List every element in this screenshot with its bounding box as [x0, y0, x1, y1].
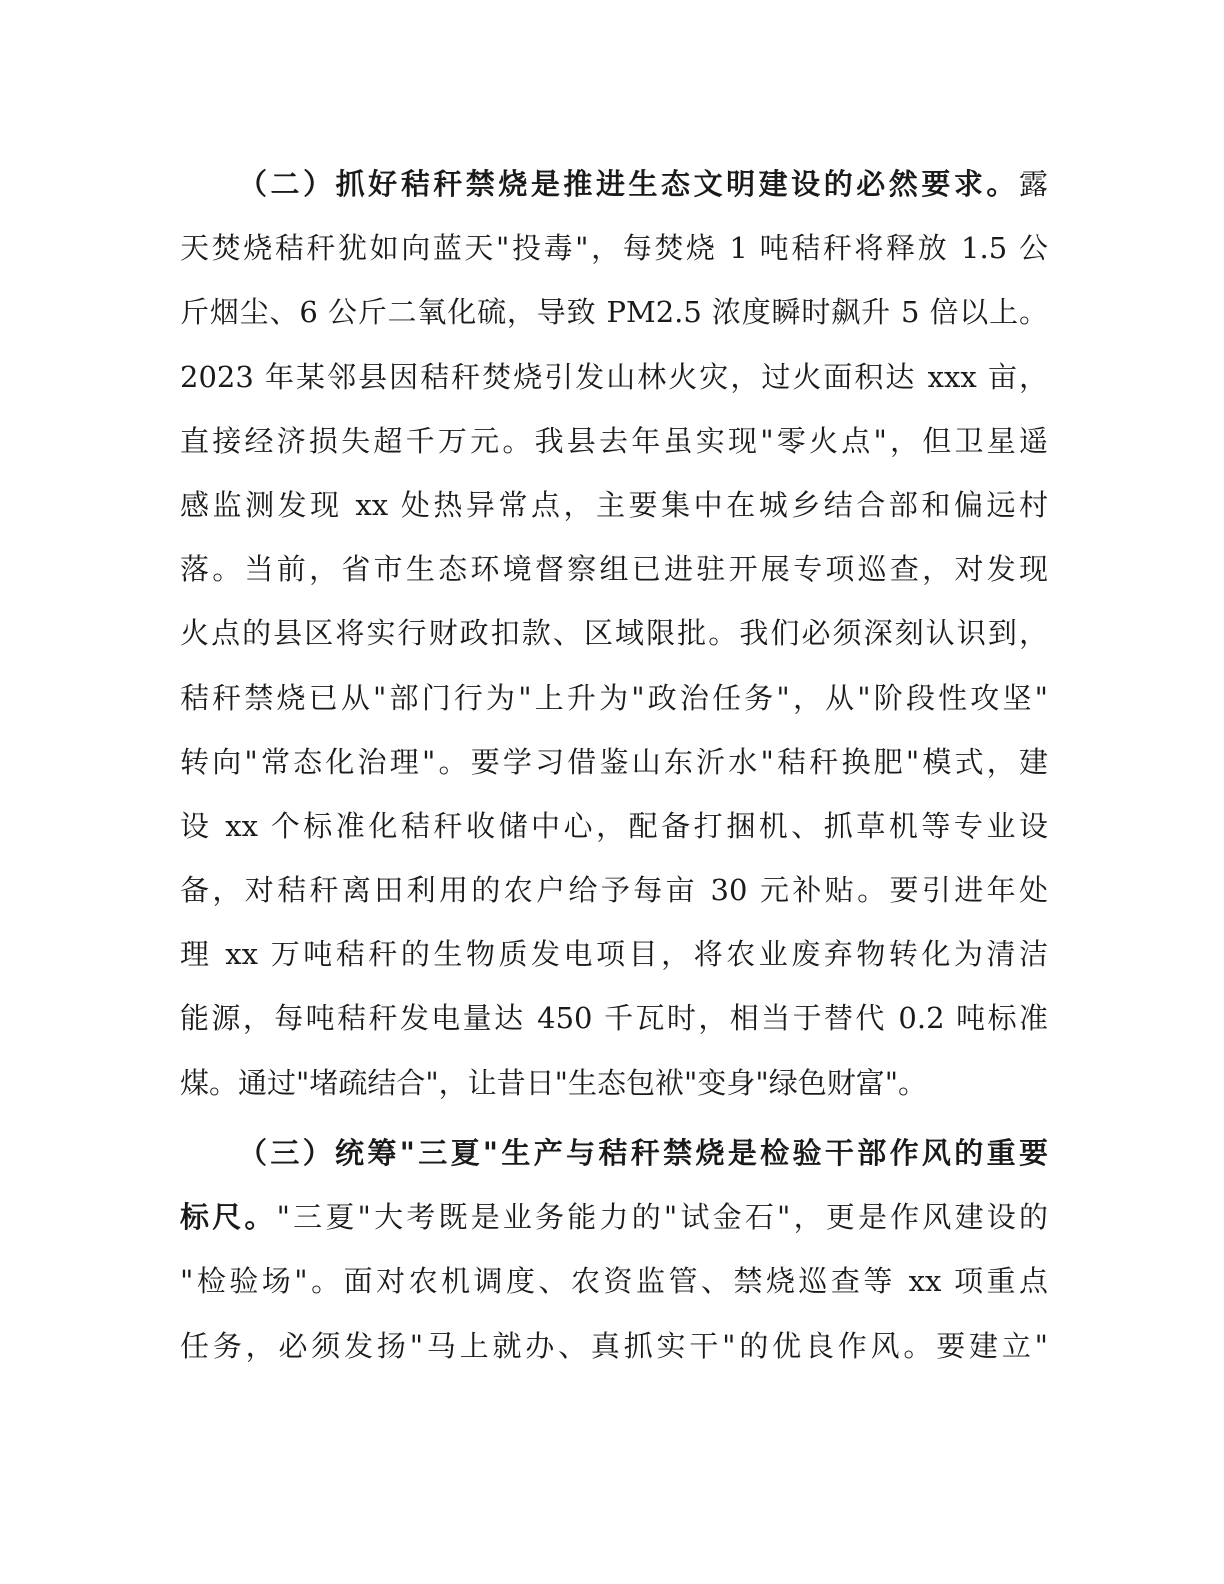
paragraph-line: 任务，必须发扬"马上就办、真抓实干"的优良作风。要建立"	[180, 1328, 1048, 1363]
paragraph-line: 2023 年某邻县因秸秆焚烧引发山林火灾，过火面积达 xxx 亩，	[180, 359, 1048, 394]
paragraph-line: （二）抓好秸秆禁烧是推进生态文明建设的必然要求。露	[238, 167, 1048, 201]
section-heading-3: （三）统筹"三夏"生产与秸秆禁烧是检验干部作风的重要	[238, 1136, 1048, 1170]
paragraph-line: "检验场"。面对农机调度、农资监管、禁烧巡查等 xx 项重点	[180, 1264, 1048, 1299]
paragraph-ecological-civilization	[180, 152, 1048, 1115]
section-heading-3-continued: 标尺。	[180, 1200, 277, 1235]
paragraph-line: 标尺。"三夏"大考既是业务能力的"试金石"，更是作风建设的	[180, 1200, 1048, 1235]
section-heading-2: （二）抓好秸秆禁烧是推进生态文明建设的必然要求。	[238, 167, 1019, 201]
paragraph-line: 设 xx 个标准化秸秆收储中心，配备打捆机、抓草机等专业设	[180, 808, 1048, 843]
paragraph-line: 天焚烧秸秆犹如向蓝天"投毒"，每焚烧 1 吨秸秆将释放 1.5 公	[180, 231, 1048, 266]
paragraph-line: 煤。通过"堵疏结合"，让昔日"生态包袱"变身"绿色财富"。	[180, 1065, 928, 1100]
paragraph-line: 直接经济损失超千万元。我县去年虽实现"零火点"，但卫星遥	[180, 423, 1048, 458]
paragraph-line: 转向"常态化治理"。要学习借鉴山东沂水"秸秆换肥"模式，建	[180, 744, 1048, 779]
paragraph-cadre-style	[180, 1121, 1048, 1378]
paragraph-line: 备，对秸秆离田利用的农户给予每亩 30 元补贴。要引进年处	[180, 873, 1048, 908]
paragraph-line: 火点的县区将实行财政扣款、区域限批。我们必须深刻认识到，	[180, 616, 1048, 651]
paragraph-line: 感监测发现 xx 处热异常点，主要集中在城乡结合部和偏远村	[180, 487, 1048, 522]
paragraph-line: 秸秆禁烧已从"部门行为"上升为"政治任务"，从"阶段性攻坚"	[180, 680, 1048, 715]
paragraph-line: 理 xx 万吨秸秆的生物质发电项目，将农业废弃物转化为清洁	[180, 937, 1048, 972]
paragraph-line: 落。当前，省市生态环境督察组已进驻开展专项巡查，对发现	[180, 552, 1048, 587]
paragraph-line: 斤烟尘、6 公斤二氧化硫，导致 PM2.5 浓度瞬时飙升 5 倍以上。	[180, 295, 1048, 330]
paragraph-line: 能源，每吨秸秆发电量达 450 千瓦时，相当于替代 0.2 吨标准	[180, 1001, 1048, 1036]
